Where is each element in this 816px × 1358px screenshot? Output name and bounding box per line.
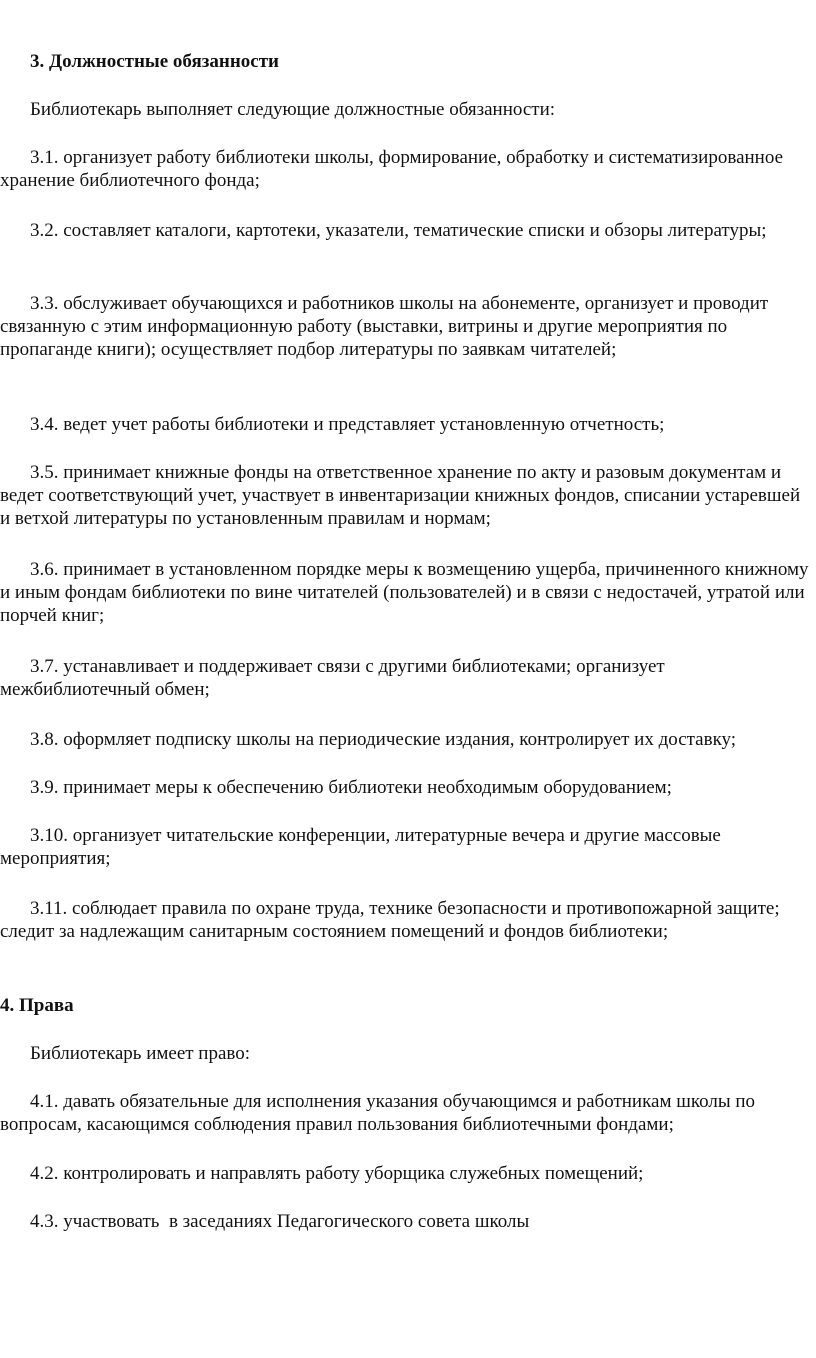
item-4-3: 4.3. участвовать в заседаниях Педагогического совета школы	[30, 1211, 530, 1232]
item-3-3: 3.3. обслуживает обучающихся и работников школы на абонементе, организует и проводит связанную с этим информационную работу (выставки, витрины и другие мероприятия по пропаганде книги); осуществляет подбор литературы по заявкам читателей;	[0, 293, 769, 360]
section-4-intro: Библиотекарь имеет право:	[30, 1043, 251, 1064]
item-4-1: 4.1. давать обязательные для исполнения указания обучающимся и работникам школы по вопросам, касающимся соблюдения правил пользования библиотечными фондами;	[0, 1091, 756, 1135]
item-4-2: 4.2. контролировать и направлять работу уборщика служебных помещений;	[30, 1163, 644, 1184]
item-3-5: 3.5. принимает книжные фонды на ответственное хранение по акту и разовым документам и ведет соответствующий учет, участвует в инвентаризации книжных фондов, списании устаревшей и ветхой литературы по установленным правилам и нормам;	[0, 462, 801, 529]
item-3-1: 3.1. организует работу библиотеки школы, формирование, обработку и систематизированное хранение библиотечного фонда;	[0, 147, 784, 191]
section-3-heading: 3. Должностные обязанности	[30, 51, 279, 72]
item-3-2: 3.2. составляет каталоги, картотеки, указатели, тематические списки и обзоры литературы;	[30, 220, 767, 241]
section-3-intro: Библиотекарь выполняет следующие должностные обязанности:	[30, 99, 556, 120]
item-3-4: 3.4. ведет учет работы библиотеки и представляет установленную отчетность;	[30, 414, 665, 435]
section-4-heading: 4. Права	[0, 995, 74, 1016]
item-3-7: 3.7. устанавливает и поддерживает связи с другими библиотеками; организует межбиблиотечный обмен;	[0, 656, 665, 700]
item-3-6: 3.6. принимает в установленном порядке меры к возмещению ущерба, причиненного книжному и иным фондам библиотеки по вине читателей (пользователей) и в связи с недостачей, утратой или порчей книг;	[0, 559, 809, 626]
item-3-9: 3.9. принимает меры к обеспечению библиотеки необходимым оборудованием;	[30, 777, 672, 798]
item-3-8: 3.8. оформляет подписку школы на периодические издания, контролирует их доставку;	[30, 729, 737, 750]
item-3-11: 3.11. соблюдает правила по охране труда, технике безопасности и противопожарной защите; следит за надлежащим санитарным состоянием помещений и фондов библиотеки;	[0, 898, 780, 942]
item-3-10: 3.10. организует читательские конференции, литературные вечера и другие массовые мероприятия;	[0, 825, 721, 869]
